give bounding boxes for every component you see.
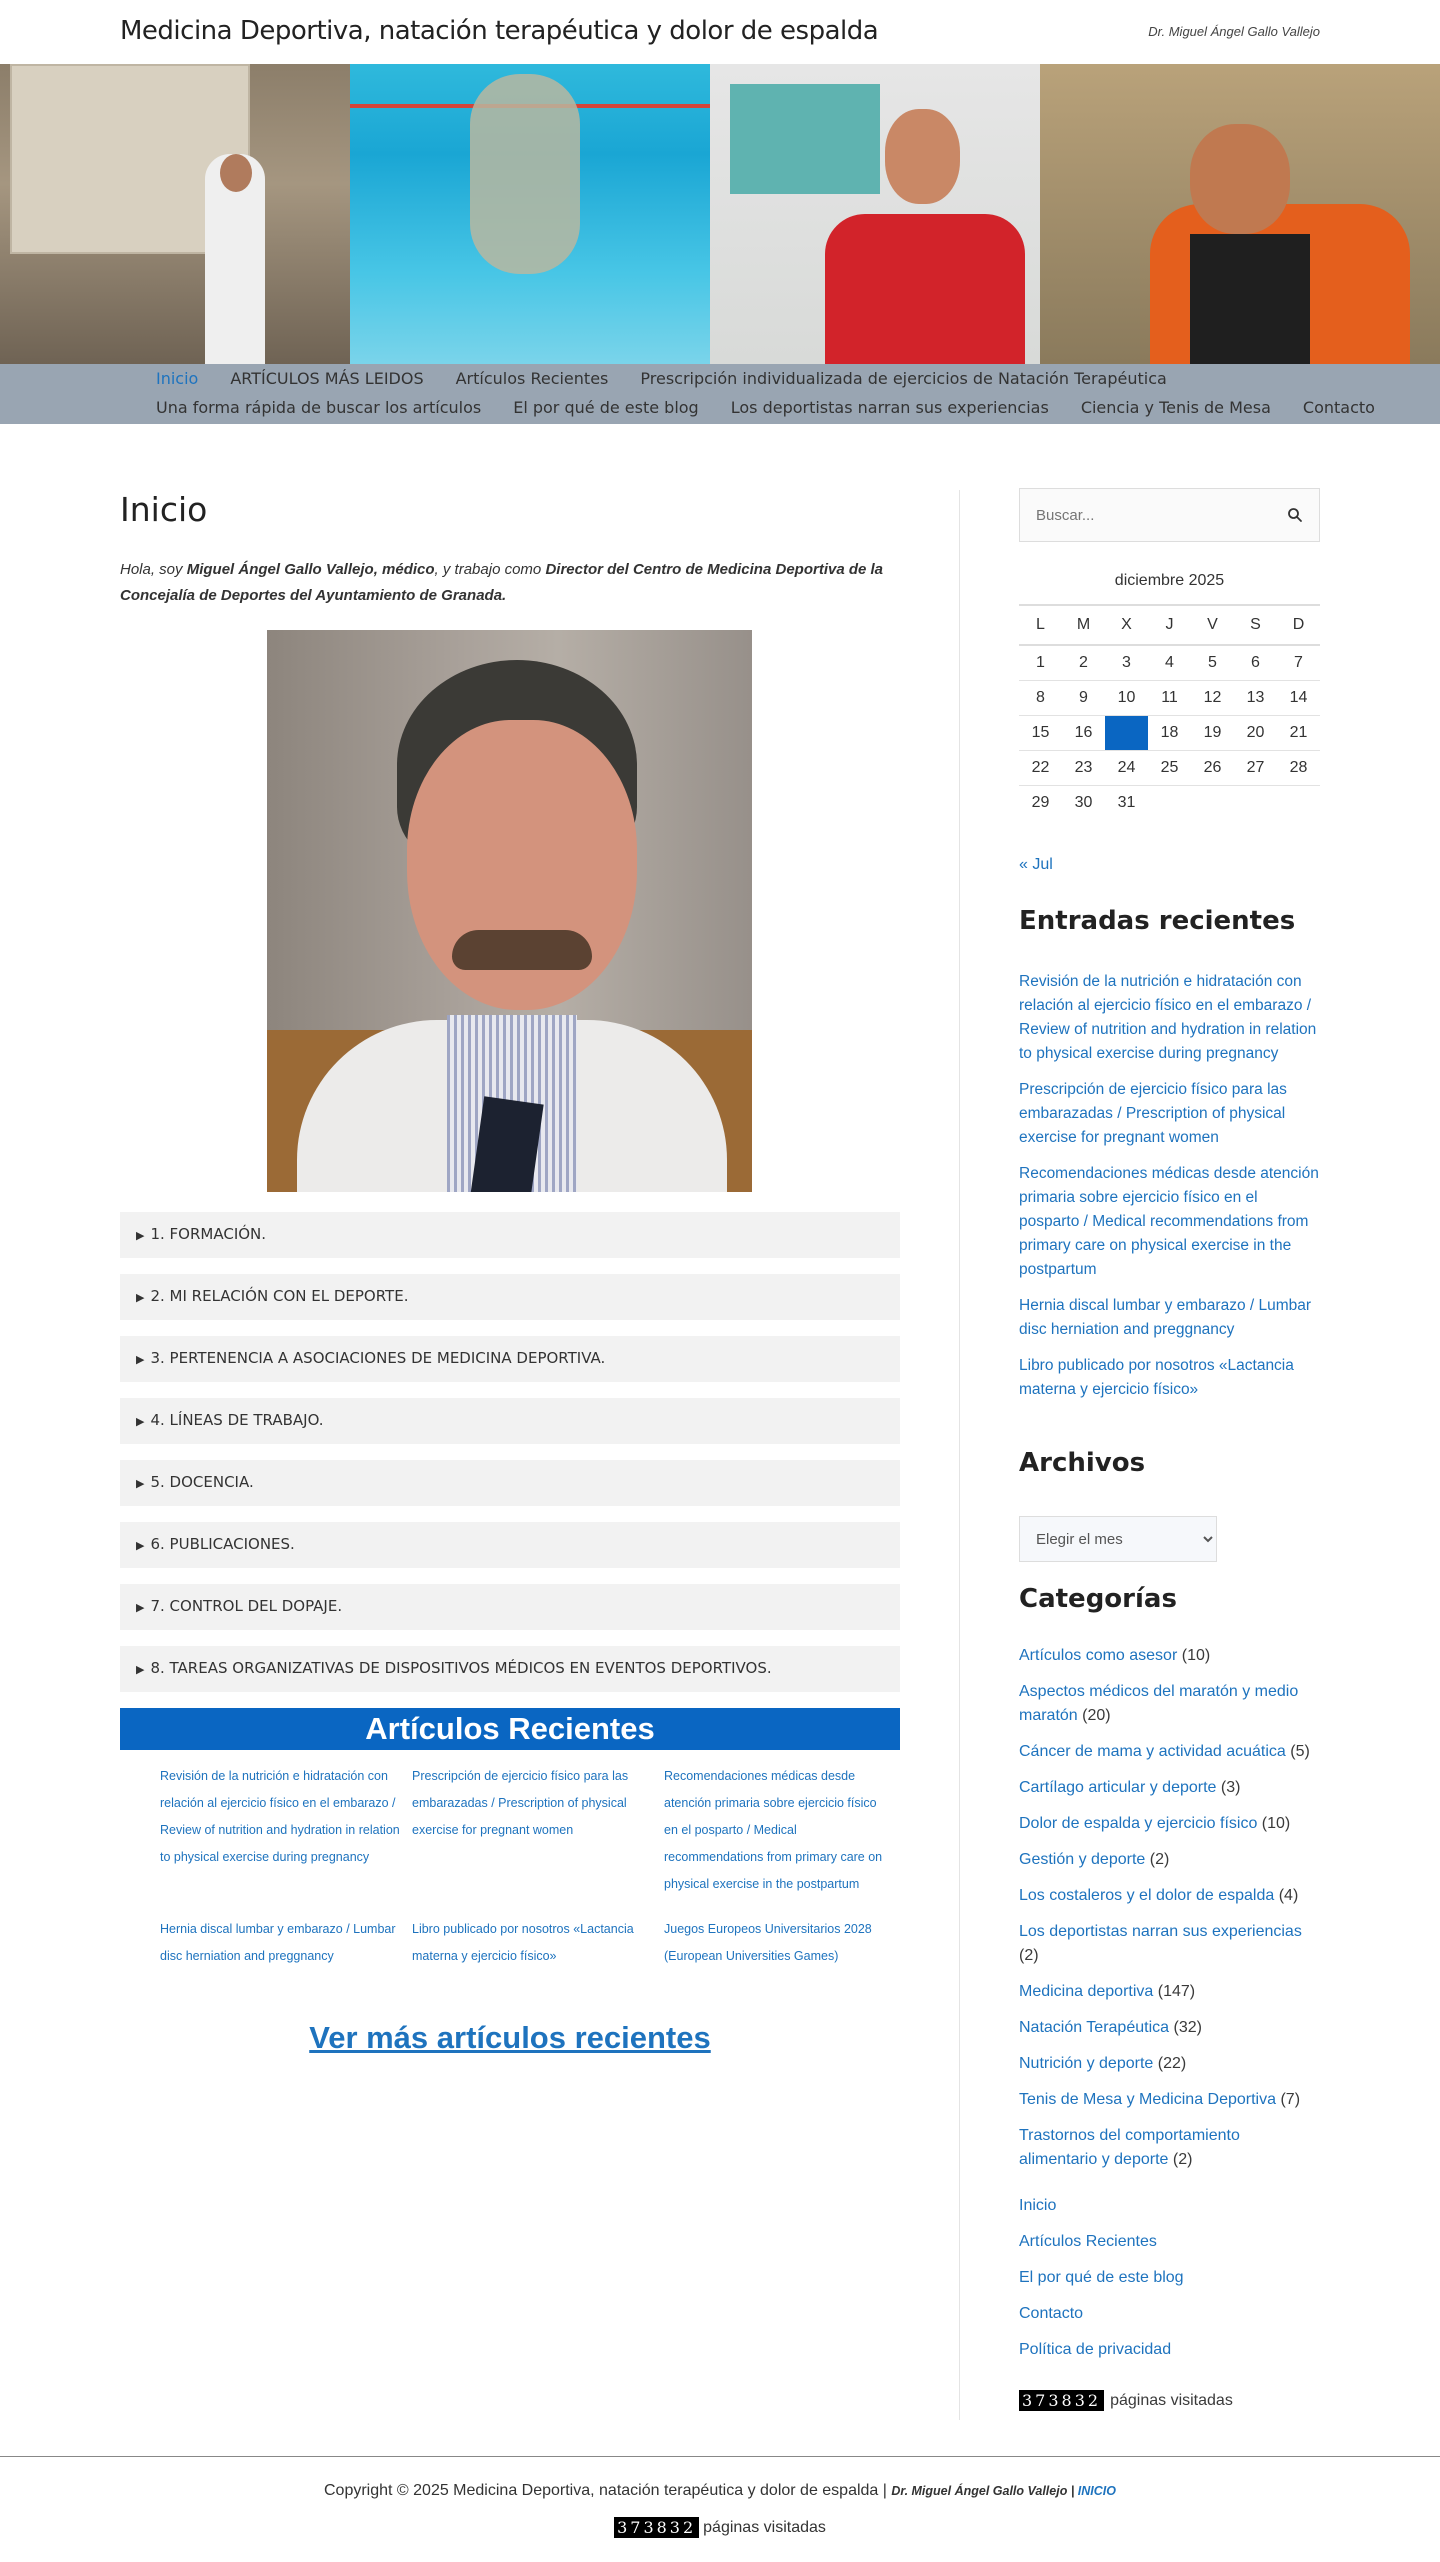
calendar-day: 13 <box>1234 680 1277 715</box>
calendar-day: 21 <box>1277 715 1320 750</box>
calendar-day-empty <box>1148 785 1191 820</box>
banner-photo-lecture <box>0 64 350 364</box>
footer-counter-label: páginas visitadas <box>703 2518 826 2536</box>
accordion-tareas-organizativas[interactable]: ▶ 8. TAREAS ORGANIZATIVAS DE DISPOSITIVOS MÉDICOS EN EVENTOS DEPORTIVOS. <box>120 1646 900 1692</box>
calendar-day: 31 <box>1105 785 1148 820</box>
calendar-day: 8 <box>1019 680 1062 715</box>
calendar-day: 7 <box>1277 645 1320 680</box>
recent-posts-title: Entradas recientes <box>1019 906 1296 936</box>
calendar-day: 14 <box>1277 680 1320 715</box>
category-item: Los deportistas narran sus experiencias (2) <box>1019 1923 1302 1964</box>
triangle-right-icon: ▶ <box>136 1229 145 1242</box>
author-portrait <box>267 630 752 1192</box>
calendar-day: 3 <box>1105 645 1148 680</box>
recent-post-link[interactable]: Prescripción de ejercicio físico para las embarazadas / Prescription of physical exercise for pregnant women <box>1019 1081 1287 1146</box>
recent-post-link[interactable]: Recomendaciones médicas desde atención primaria sobre ejercicio físico en el posparto / Medical recommendations from primary care on physical exercise in the postpartum <box>1019 1165 1319 1278</box>
main-content <box>120 490 900 2055</box>
counter-digits: 373832 <box>1019 2390 1104 2411</box>
footer-copyright: Copyright © 2025 Medicina Deportiva, natación terapéutica y dolor de espalda | <box>323 2482 892 2499</box>
calendar-day: 29 <box>1019 785 1062 820</box>
calendar-day: 10 <box>1105 680 1148 715</box>
calendar-day-header: L <box>1019 605 1062 645</box>
calendar-day: 27 <box>1234 750 1277 785</box>
category-item: Artículos como asesor (10) <box>1019 1647 1211 1664</box>
category-link[interactable]: Aspectos médicos del maratón y medio maratón <box>1019 1683 1299 1724</box>
recent-post-link[interactable]: Libro publicado por nosotros «Lactancia materna y ejercicio físico» <box>1019 1357 1294 1398</box>
triangle-right-icon: ▶ <box>136 1539 145 1552</box>
footer-divider <box>0 2456 1440 2457</box>
triangle-right-icon: ▶ <box>136 1477 145 1490</box>
calendar-day: 30 <box>1062 785 1105 820</box>
accordion-relacion-deporte[interactable]: ▶ 2. MI RELACIÓN CON EL DEPORTE. <box>120 1274 900 1320</box>
triangle-right-icon: ▶ <box>136 1291 145 1304</box>
site-header <box>0 0 1440 64</box>
site-tagline: Dr. Miguel Ángel Gallo Vallejo <box>1148 24 1320 39</box>
nav-item-deportistas[interactable]: Los deportistas narran sus experiencias <box>730 398 1049 417</box>
category-item: Nutrición y deporte (22) <box>1019 2055 1187 2072</box>
intro-text: Hola, soy Miguel Ángel Gallo Vallejo, médico, y trabajo como Director del Centro de Medicina Deportiva de la Concejalía de Deportes del Ayuntamiento de Granada. <box>120 561 884 604</box>
visit-counter <box>1019 2390 1233 2411</box>
search-icon[interactable] <box>1287 507 1303 523</box>
recent-article-link[interactable]: Hernia discal lumbar y embarazo / Lumbar disc herniation and preggnancy <box>160 1922 396 1963</box>
recent-article-link[interactable]: Libro publicado por nosotros «Lactancia materna y ejercicio físico» <box>412 1922 634 1963</box>
calendar-day: 19 <box>1191 715 1234 750</box>
page-title: Inicio <box>120 490 208 529</box>
recent-post-link[interactable]: Revisión de la nutrición e hidratación con relación al ejercicio físico en el embarazo / Review of nutrition and hydration in relation to physical exercise during pregnancy <box>1019 973 1317 1062</box>
category-item: Aspectos médicos del maratón y medio maratón (20) <box>1019 1683 1299 1724</box>
nav-item-por-que-blog[interactable]: El por qué de este blog <box>513 398 699 417</box>
recent-article-link[interactable]: Revisión de la nutrición e hidratación con relación al ejercicio físico en el embarazo / Review of nutrition and hydration in relation to physical exercise during pregnancy <box>160 1769 400 1864</box>
calendar-day: 2 <box>1062 645 1105 680</box>
category-item: Cáncer de mama y actividad acuática (5) <box>1019 1743 1310 1760</box>
category-item: Cartílago articular y deporte (3) <box>1019 1779 1241 1796</box>
archives-select[interactable] <box>1019 1516 1217 1562</box>
calendar-day: 20 <box>1234 715 1277 750</box>
footer-counter-digits: 373832 <box>614 2517 699 2538</box>
category-item: Natación Terapéutica (32) <box>1019 2019 1202 2036</box>
recent-article-link[interactable]: Prescripción de ejercicio físico para las embarazadas / Prescription of physical exercise for pregnant women <box>412 1769 629 1837</box>
category-link[interactable]: Dolor de espalda y ejercicio físico <box>1019 1815 1258 1832</box>
more-articles <box>120 2020 900 2056</box>
category-link[interactable]: Cartílago articular y deporte <box>1019 1779 1217 1796</box>
main-navigation <box>0 364 1440 424</box>
category-link[interactable]: Trastornos del comportamiento alimentario y deporte <box>1019 2127 1240 2168</box>
calendar-day: 4 <box>1148 645 1191 680</box>
banner-photo-table-tennis <box>1040 64 1440 364</box>
calendar-day-header: V <box>1191 605 1234 645</box>
calendar-day: 28 <box>1277 750 1320 785</box>
calendar-day-empty <box>1191 785 1234 820</box>
footer-author: Dr. Miguel Ángel Gallo Vallejo <box>891 2484 1068 2498</box>
sidebar-link-por-que-blog[interactable]: El por qué de este blog <box>1019 2269 1184 2286</box>
calendar-day-empty <box>1277 785 1320 820</box>
nav-item-buscar-articulos[interactable]: Una forma rápida de buscar los artículos <box>156 398 482 417</box>
nav-item-prescripcion[interactable]: Prescripción individualizada de ejercicios de Natación Terapéutica <box>640 369 1167 388</box>
calendar-day: 22 <box>1019 750 1062 785</box>
accordion-lineas-trabajo[interactable]: ▶ 4. LÍNEAS DE TRABAJO. <box>120 1398 900 1444</box>
category-link[interactable]: Cáncer de mama y actividad acuática <box>1019 1743 1286 1760</box>
nav-item-ciencia-tenis[interactable]: Ciencia y Tenis de Mesa <box>1080 398 1271 417</box>
category-link[interactable]: Natación Terapéutica <box>1019 2019 1170 2036</box>
calendar-day-empty <box>1234 785 1277 820</box>
recent-article-link[interactable]: Recomendaciones médicas desde atención primaria sobre ejercicio físico en el posparto / Medical recommendations from primary care on physical exercise in the postpartum <box>664 1769 883 1891</box>
category-item: Dolor de espalda y ejercicio físico (10) <box>1019 1815 1291 1832</box>
category-link[interactable]: Artículos como asesor <box>1019 1647 1178 1664</box>
calendar <box>1019 604 1320 820</box>
calendar-day: 18 <box>1148 715 1191 750</box>
calendar-day-header: D <box>1277 605 1320 645</box>
triangle-right-icon: ▶ <box>136 1415 145 1428</box>
sidebar-link-articulos-recientes[interactable]: Artículos Recientes <box>1019 2233 1157 2250</box>
accordion-publicaciones[interactable]: ▶ 6. PUBLICACIONES. <box>120 1522 900 1568</box>
recent-posts-list <box>1019 970 1320 1414</box>
recent-post-link[interactable]: Hernia discal lumbar y embarazo / Lumbar disc herniation and preggnancy <box>1019 1297 1312 1338</box>
calendar-day: 6 <box>1234 645 1277 680</box>
calendar-day: 23 <box>1062 750 1105 785</box>
calendar-day: 25 <box>1148 750 1191 785</box>
recent-articles-header: Artículos Recientes <box>120 1708 900 1750</box>
triangle-right-icon: ▶ <box>136 1353 145 1366</box>
sidebar <box>1019 488 1320 2410</box>
calendar-day: 24 <box>1105 750 1148 785</box>
banner-photo-swimming <box>350 64 710 364</box>
sidebar-divider <box>959 490 960 2420</box>
category-item: Trastornos del comportamiento alimentario y deporte (2) <box>1019 2127 1240 2168</box>
calendar-caption: diciembre 2025 <box>1114 572 1225 589</box>
category-link[interactable]: Los costaleros y el dolor de espalda <box>1019 1887 1275 1904</box>
categories-title: Categorías <box>1019 1584 1177 1614</box>
category-link[interactable]: Los deportistas narran sus experiencias <box>1019 1923 1302 1940</box>
calendar-day: 15 <box>1019 715 1062 750</box>
categories-list <box>1019 1644 1320 2184</box>
footer-visit-counter <box>0 2517 1440 2538</box>
counter-label: páginas visitadas <box>1110 2391 1233 2409</box>
recent-article-link[interactable]: Juegos Europeos Universitarios 2028 (European Universities Games) <box>664 1922 872 1963</box>
calendar-today-marker <box>1105 715 1148 750</box>
nav-row-2 <box>156 398 1375 417</box>
calendar-day-header: S <box>1234 605 1277 645</box>
sidebar-link-contacto[interactable]: Contacto <box>1019 2305 1084 2322</box>
header-banner-image <box>0 64 1440 364</box>
accordion-formacion[interactable]: ▶ 1. FORMACIÓN. <box>120 1212 900 1258</box>
calendar-day: 9 <box>1062 680 1105 715</box>
calendar-day-header: J <box>1148 605 1191 645</box>
search-box <box>1019 488 1320 542</box>
sidebar-link-inicio[interactable]: Inicio <box>1019 2197 1057 2214</box>
footer: Copyright © 2025 Medicina Deportiva, natación terapéutica y dolor de espalda | Dr. Miguel Ángel Gallo Vallejo | INICIO <box>323 2482 1116 2499</box>
triangle-right-icon: ▶ <box>136 1663 145 1676</box>
calendar-day: 16 <box>1062 715 1105 750</box>
footer-home-link[interactable]: INICIO <box>1077 2484 1116 2498</box>
nav-item-inicio[interactable]: Inicio <box>156 369 199 388</box>
banner-photo-doctor <box>710 64 1040 364</box>
calendar-day: 12 <box>1191 680 1234 715</box>
category-link[interactable]: Medicina deportiva <box>1019 1983 1154 2000</box>
calendar-day: 5 <box>1191 645 1234 680</box>
category-link[interactable]: Nutrición y deporte <box>1019 2055 1154 2072</box>
category-item: Tenis de Mesa y Medicina Deportiva (7) <box>1019 2091 1301 2108</box>
calendar-prev-month-link[interactable]: « Jul <box>1019 856 1053 873</box>
calendar-day: 11 <box>1148 680 1191 715</box>
sidebar-link-privacidad[interactable]: Política de privacidad <box>1019 2341 1172 2358</box>
more-articles-link[interactable]: Ver más artículos recientes <box>309 2020 711 2055</box>
site-title[interactable]: Medicina Deportiva, natación terapéutica y dolor de espalda <box>120 16 879 46</box>
category-item: Gestión y deporte (2) <box>1019 1851 1170 1868</box>
calendar-day: 1 <box>1019 645 1062 680</box>
category-link[interactable]: Tenis de Mesa y Medicina Deportiva <box>1019 2091 1277 2108</box>
calendar-day: 26 <box>1191 750 1234 785</box>
calendar-day-header: M <box>1062 605 1105 645</box>
recent-articles-grid <box>160 1763 900 1970</box>
search-input[interactable] <box>1020 489 1319 541</box>
nav-item-contacto[interactable]: Contacto <box>1302 398 1375 417</box>
archives-title: Archivos <box>1019 1448 1146 1478</box>
accordion-asociaciones[interactable]: ▶ 3. PERTENENCIA A ASOCIACIONES DE MEDICINA DEPORTIVA. <box>120 1336 900 1382</box>
calendar-day-header: X <box>1105 605 1148 645</box>
category-link[interactable]: Gestión y deporte <box>1019 1851 1146 1868</box>
triangle-right-icon: ▶ <box>136 1601 145 1614</box>
category-item: Medicina deportiva (147) <box>1019 1983 1196 2000</box>
category-item: Los costaleros y el dolor de espalda (4) <box>1019 1887 1299 1904</box>
nav-item-articulos-recientes[interactable]: Artículos Recientes <box>455 369 609 388</box>
accordion-docencia[interactable]: ▶ 5. DOCENCIA. <box>120 1460 900 1506</box>
nav-item-articulos-mas-leidos[interactable]: ARTÍCULOS MÁS LEIDOS <box>230 369 424 388</box>
nav-row-1 <box>156 369 1167 388</box>
sidebar-page-links <box>1019 2194 1184 2374</box>
accordion-control-dopaje[interactable]: ▶ 7. CONTROL DEL DOPAJE. <box>120 1584 900 1630</box>
